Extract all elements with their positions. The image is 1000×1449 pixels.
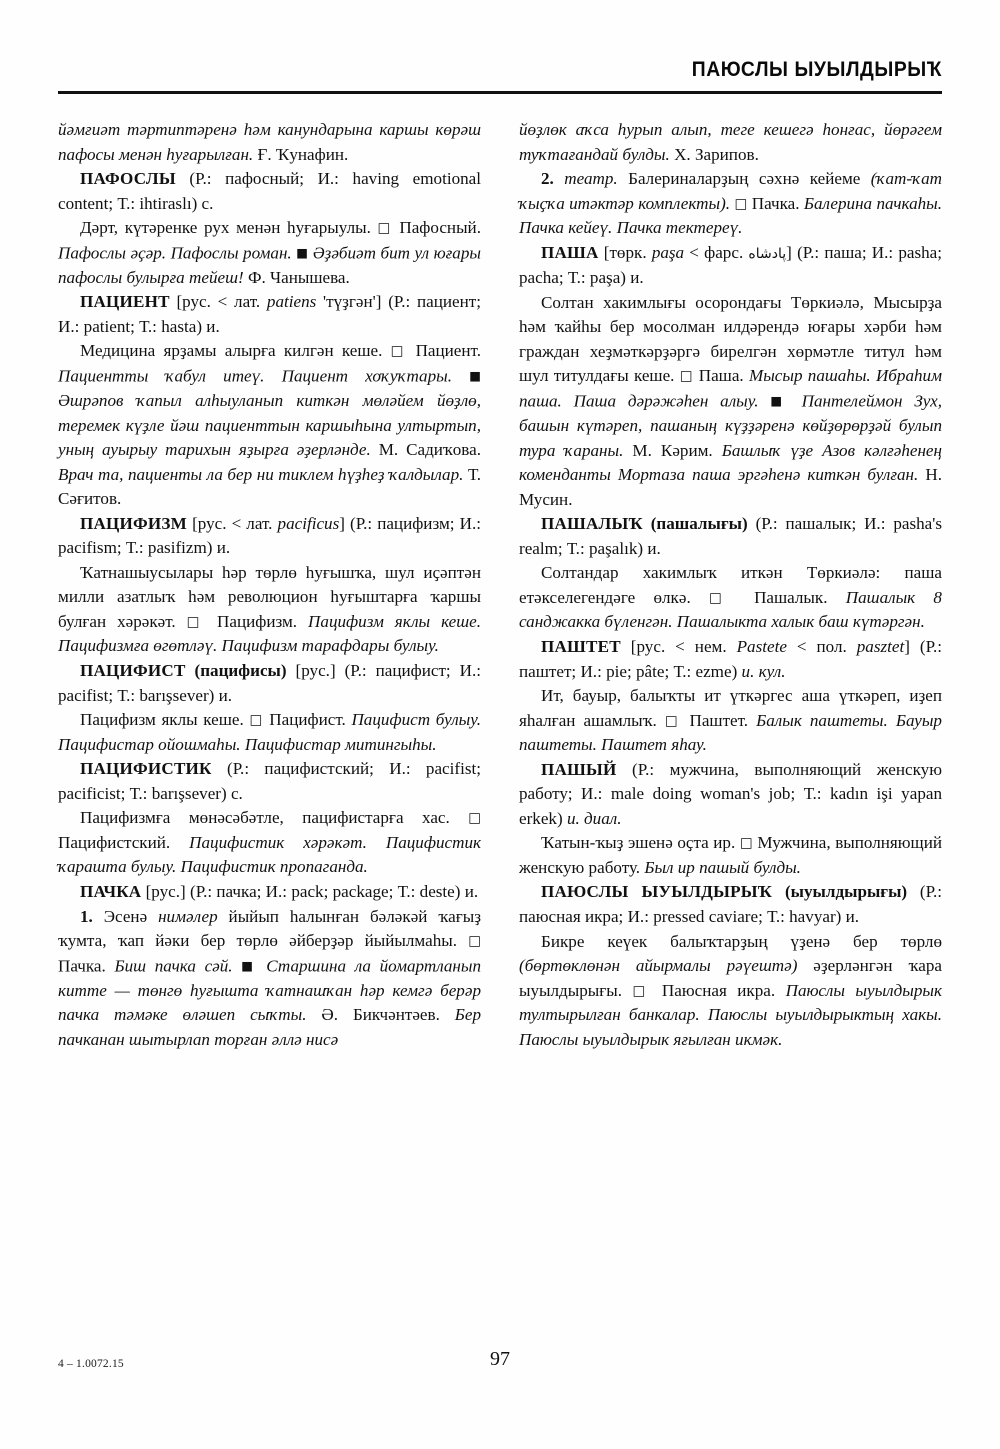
headword: ПАЦИЕНТ: [80, 292, 170, 312]
headword: ПАЦИФИЗМ: [80, 513, 187, 533]
gloss-line: (Р.: пафосный; И.: having emotional content; Т.: ihtiraslı) с.: [58, 169, 481, 213]
russian-equivalent: Пацифистский.: [58, 832, 171, 852]
definition-parenthetical: (бөртөклөнән айырмалы рәүештә): [519, 956, 798, 976]
examples: Пациентты ҡабул итеү. Пациент хоҡуҡтары.: [58, 366, 453, 386]
sense-number: 2.: [541, 169, 554, 189]
citation-secondary-source: Н. Мусин.: [519, 465, 942, 509]
arabic-script-etymology: پادشاه: [748, 245, 787, 262]
examples: Балык паштеты. Бауыр паштеты. Паштет яһау.: [519, 710, 942, 755]
citation-secondary-source: Т. Сәғитов.: [58, 464, 481, 509]
entry-patsifistik-body: [58, 806, 481, 880]
page-header: [58, 58, 942, 82]
etymology: [рус.]: [145, 881, 186, 901]
entry-payusly-yuyldyryq: [519, 880, 942, 929]
hollow-square-icon: □: [679, 368, 694, 385]
headword: ПАШАЛЫҠ: [541, 514, 643, 534]
definition: Ҡатнашыусылары һәр төрлө һуғышҡа, шул иҫәптән милли азатлыҡ һәм революцион һуғыштарға ҡаршы булған хәрәкәт.: [58, 562, 481, 631]
hollow-square-icon: □: [734, 195, 748, 212]
citation-source: М. Кәрим.: [632, 440, 713, 460]
hollow-square-icon: □: [249, 712, 264, 729]
entry-pachka-sense-2: [519, 167, 942, 241]
entry-pashyy: [519, 758, 942, 832]
definition: Дәрт, күтәренке рух менән һуғарыулы.: [80, 218, 371, 238]
headword-suffix: (пацифисы): [194, 661, 287, 681]
gloss-line: (Р.: паша; И.: pasha; pacha; Т.: paşa) и.: [519, 242, 943, 288]
etymology: [төрк. paşa < фарс. پادشاه]: [603, 242, 792, 262]
continued-citation-text: йәмғиәт тәртиптәренә һәм канундарына каршы көрәш пафосы менән һуғарылған.: [58, 120, 481, 164]
continued-citation-source: Ғ. Ҡунафин.: [257, 144, 349, 164]
entry-pasha: [519, 241, 942, 291]
etymology: [рус. < нем. Pastete < пол. pasztet]: [630, 636, 910, 656]
citation-source: Ә. Бикчәнтәев.: [321, 1005, 440, 1025]
definition: Солтандар хакимлыҡ иткән Төркиәлә: паша етәкселегендәге өлкә.: [519, 563, 942, 607]
hollow-square-icon: □: [468, 933, 481, 950]
examples: Пацифизм яклы кеше. Пацифизмға өгөтләү. Пацифизм тарафдары булыу.: [58, 611, 481, 656]
filled-square-icon: ■: [241, 957, 258, 973]
hollow-square-icon: □: [664, 712, 682, 729]
definition: Балериналарҙың сәхнә кейеме: [628, 169, 861, 189]
examples: Балерина пачкаһы. Пачка кейеү. Пачка тектереү.: [519, 193, 943, 238]
examples: Пашалык 8 санджакка бүленгән. Пашалыкта халык баш күтәргән.: [519, 587, 942, 632]
entry-patsient: [58, 290, 481, 339]
entry-pafosly-body: [58, 216, 481, 290]
filled-square-icon: ■: [296, 244, 309, 260]
etymology: [рус. < лат. patiens 'түҙгән']: [176, 292, 382, 312]
field-label: театр.: [564, 169, 618, 189]
etymology: [рус. < лат. pacificus]: [192, 513, 345, 533]
entry-patsifizm-body: [58, 561, 481, 659]
citation: Әшрәпов ҡапыл алһыуланып киткән мөләйем йөҙлө, теремек күҙле йәш пациенттын каршыһына ултыртып, уның ауырыу тарихын яҙырға әҙерләнде.: [58, 391, 481, 460]
examples: Мысыр пашаһы. Ибраһим паша. Паша дәрәжәһен алыу.: [519, 366, 943, 411]
definition: Ҡатын-ҡыҙ эшенә оҫта ир.: [541, 833, 736, 853]
entry-pashyy-body: [519, 831, 942, 880]
headword-suffix: (пашалығы): [650, 514, 748, 534]
examples: Биш пачка сәй.: [114, 956, 233, 976]
entry-pasha-body: [519, 291, 942, 512]
russian-equivalent: Пачка.: [751, 193, 800, 213]
headword: ПАША: [541, 242, 599, 262]
gloss-line: (Р.: пачка; И.: pack; package; Т.: deste) и.: [190, 881, 479, 901]
russian-equivalent: Пачка.: [58, 956, 106, 976]
russian-equivalent: Пациент.: [415, 341, 481, 361]
hollow-square-icon: □: [632, 982, 652, 999]
entry-patsifizm: [58, 512, 481, 561]
headword: ПАЮСЛЫ ЫУЫЛДЫРЫҠ: [541, 882, 773, 902]
definition-parenthetical: (ҡат-ҡат ҡыҫҡа итәктәр комплекты).: [519, 169, 942, 213]
gloss-line: (Р.: пацифизм; И.: pacifism; Т.: pasifizm) и.: [58, 513, 481, 558]
footer-signature: 4 – 1.0072.15: [58, 1358, 124, 1370]
citation: Старшина ла йомартланып китте — төнгө һуғышта ҡатнашҡан һәр кемгә берәр пачка тәмәке өләшеп сыҡты.: [58, 956, 482, 1025]
citation-source: М. Садиҡова.: [378, 440, 481, 460]
entry-pashalyq: [519, 512, 942, 561]
continued-citation-source: Х. Зарипов.: [674, 144, 759, 164]
russian-equivalent: Паша.: [698, 366, 744, 386]
filled-square-icon: ■: [770, 393, 790, 409]
definition-end: әҙерләнгән ҡара ыуылдырығы.: [519, 956, 942, 1000]
entry-patsient-body: [58, 339, 481, 511]
headword: ПАШТЕТ: [541, 636, 621, 656]
russian-equivalent: Пацифист.: [269, 710, 346, 730]
filled-square-icon: ■: [469, 367, 481, 383]
headword: ПАФОСЛЫ: [80, 169, 176, 189]
hollow-square-icon: □: [390, 343, 408, 360]
entry-pashtet: [519, 635, 942, 684]
headword: ПАЦИФИСТИК: [80, 759, 212, 779]
definition: Солтан хакимлығы осорондағы Төркиәлә, Мысырҙа һәм ҡайһы бер мосолман илдәрендә юғары хәрби һәм граждан хеҙмәткәрҙәргә бирелгән хөрмәтле титул һәм шул титулдағы кеше.: [519, 292, 942, 386]
definition: Медицина ярҙамы алырға килгән кеше.: [80, 341, 383, 361]
citation: Пантелеймон Зух, башын күтәреп, пашаның күҙҙәренә көйҙөрөрҙәй булып тура ҡараны.: [519, 391, 942, 460]
definition: Пацифизмға мөнәсәбәтле, пацифистарға хас.: [80, 808, 450, 828]
left-column: [58, 118, 481, 1052]
examples: Пацифистик хәрәкәт. Пацифистик ҡарашта булыу. Пацифистик пропаганда.: [58, 832, 481, 877]
header-rule: [58, 91, 942, 94]
russian-equivalent: Пацифизм.: [217, 611, 298, 631]
running-head-title: ПАЮСЛЫ ЫУЫЛДЫРЫҠ: [691, 58, 942, 81]
entry-pashalyq-body: [519, 561, 942, 635]
definition: Ит, бауыр, балыҡты ит үткәргес аша үткәреп, иҙеп яһалған ашамлыҡ.: [519, 686, 942, 730]
continued-citation-text: йөҙлөк аҡса һурып алып, теге кешегә һонғас, йөрәгем туҡтағандай булды.: [519, 120, 942, 164]
entry-patsifistik: [58, 757, 481, 806]
citation-secondary: Врач та, пациенты ла бер ни тиклем һүҙһеҙ ҡалдылар.: [58, 464, 464, 484]
russian-equivalent: Пафосный.: [399, 218, 481, 238]
definition-start: Бикре кеүек балыҡтарҙың үҙенә бер төрлө: [541, 931, 942, 951]
gloss-line: (Р.: пацифист; И.: pacifist; Т.: barışsever) и.: [58, 661, 481, 705]
examples: Был ир пашый булды.: [644, 857, 801, 877]
text-columns: [58, 118, 942, 1052]
hollow-square-icon: □: [709, 589, 736, 606]
russian-equivalent: Паштет.: [689, 710, 749, 730]
entry-pachka-sense-1: [58, 905, 481, 1053]
examples: Пацифист булыу. Пацифистар ойошмаһы. Пацифистар митингыһы.: [58, 710, 482, 754]
headword: ПАЧКА: [80, 881, 142, 901]
gloss-line: (Р.: пациент; И.: patient; Т.: hasta) и.: [58, 292, 482, 336]
entry-patsifist: [58, 659, 481, 708]
gloss-line: (Р.: пашалык; И.: pasha's realm; Т.: paşalık) и.: [519, 514, 942, 558]
entry-pashtet-body: [519, 684, 942, 758]
page-number: 97: [490, 1348, 510, 1370]
gloss-line: (Р.: пацифистский; И.: pacifist; pacificist; Т.: barışsever) с.: [58, 759, 481, 803]
entry-payusly-body: [519, 930, 942, 1053]
definition: Эсенә нимәлер йыйып һалынған бәләкәй ҡағыҙ ҡумта, ҡап йәки бер төрлө әйберҙәр йыйылмаһы.: [58, 906, 481, 951]
hollow-square-icon: □: [377, 220, 393, 237]
gloss-line: (Р.: паштет; И.: pie; pâte; Т.: ezme) и. кул.: [519, 636, 942, 681]
gloss-line: (Р.: мужчина, выполняющий женскую работу; И.: male doing woman's job; Т.: kadın işi yapan erkek) и. диал.: [519, 759, 942, 828]
examples: Паюслы ыуылдырык тултырылған банкалар. Паюслы ыуылдырыктың хакы. Паюслы ыуылдырык яғылған икмәк.: [519, 980, 942, 1049]
entry-pachka: [58, 880, 481, 905]
citation-secondary: Башлыҡ үҙе Азов кәлғәһенең коменданты Мортаза паша эргәһенә киткән булған.: [519, 440, 943, 485]
citation: Әҙәбиәт бит ул юғары пафослы булырға тейеш!: [58, 243, 481, 287]
gloss-line: (Р.: паюсная икра; И.: pressed caviare; Т.: havyar) и.: [519, 882, 943, 926]
entry-pafosly: [58, 167, 481, 216]
right-column: [519, 118, 942, 1052]
etymology: [рус.]: [295, 661, 336, 681]
russian-equivalent: Мужчина, выполняющий женскую работу.: [519, 833, 942, 877]
hollow-square-icon: □: [739, 835, 753, 852]
headword: ПАШЫЙ: [541, 759, 617, 779]
continued-paragraph: [58, 118, 481, 167]
russian-equivalent: Паюсная икра.: [661, 980, 776, 1000]
examples: Пафослы әҫәр. Пафослы роман.: [58, 243, 292, 263]
sense-number: 1.: [80, 906, 93, 926]
hollow-square-icon: □: [468, 810, 481, 827]
hollow-square-icon: □: [186, 613, 207, 630]
russian-equivalent: Пашалык.: [754, 587, 828, 607]
entry-patsifist-body: [58, 708, 481, 757]
citation-continues: Бер пачканан шытырлап торған әллә нисә: [58, 1005, 482, 1049]
continued-paragraph: [519, 118, 942, 167]
headword-suffix: (ыуылдырығы): [784, 882, 908, 902]
headword: ПАЦИФИСТ: [80, 661, 186, 681]
citation-source: Ф. Чанышева.: [247, 267, 350, 287]
definition: Пацифизм яклы кеше.: [80, 710, 244, 730]
